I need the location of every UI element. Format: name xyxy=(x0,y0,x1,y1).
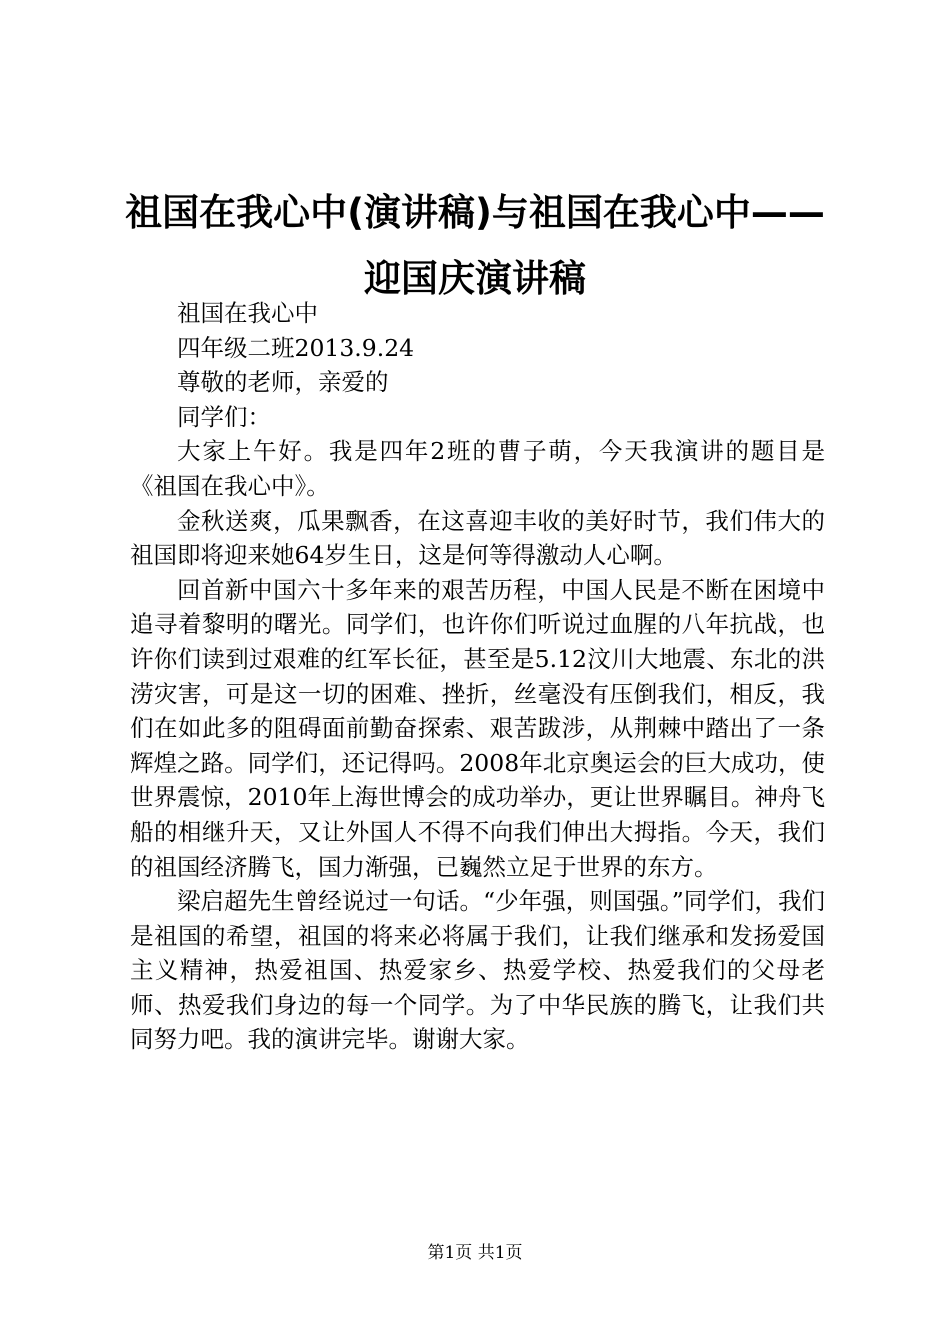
paragraph-salutation-cont: 同学们： xyxy=(177,402,271,431)
paragraph-history: 回首新中国六十多年来的艰苦历程，中国人民是不断在困境中追寻着黎明的曙光。同学们，也许你们听说过血腥的八年抗战，也许你们读到过艰难的红军长征，甚至是5.12汶川大地震、东北的洪涝灾害，可是这一切的困难、挫折，丝毫没有压倒我们，相反，我们在如此多的阻碍面前勤奋探索、艰苦跋涉，从荆棘中踏出了一条辉煌之路。同学们，还记得吗。2008年北京奥运会的巨大成功，使世界震惊，2010年上海世博会的成功举办，更让世界瞩目。神舟飞船的相继升天，又让外国人不得不向我们伸出大拇指。今天，我们的祖国经济腾飞，国力渐强，已巍然立足于世界的东方。 xyxy=(130,575,825,881)
paragraph-class-date: 四年级二班2013.9.24 xyxy=(177,333,415,362)
document-body xyxy=(130,296,825,1057)
page-number: 第1页 共1页 xyxy=(427,1243,523,1263)
paragraph-closing: 梁启超先生曾经说过一句话。“少年强，则国强。”同学们，我们是祖国的希望，祖国的将来必将属于我们，让我们继承和发扬爱国主义精神，热爱祖国、热爱家乡、热爱学校、热爱我们的父母老师、热爱我们身边的每一个同学。为了中华民族的腾飞，让我们共同努力吧。我的演讲完毕。谢谢大家。 xyxy=(130,887,825,1054)
paragraph-intro: 大家上午好。我是四年2班的曹子萌，今天我演讲的题目是《祖国在我心中》。 xyxy=(130,437,825,500)
paragraph-autumn: 金秋送爽，瓜果飘香，在这喜迎丰收的美好时节，我们伟大的祖国即将迎来她64岁生日，这是何等得激动人心啊。 xyxy=(130,506,825,570)
paragraph-heading: 祖国在我心中 xyxy=(177,299,318,327)
document-title: 祖国在我心中(演讲稿)与祖国在我心中——迎国庆演讲稿 xyxy=(125,191,825,300)
paragraph-salutation: 尊敬的老师，亲爱的 xyxy=(177,368,389,397)
